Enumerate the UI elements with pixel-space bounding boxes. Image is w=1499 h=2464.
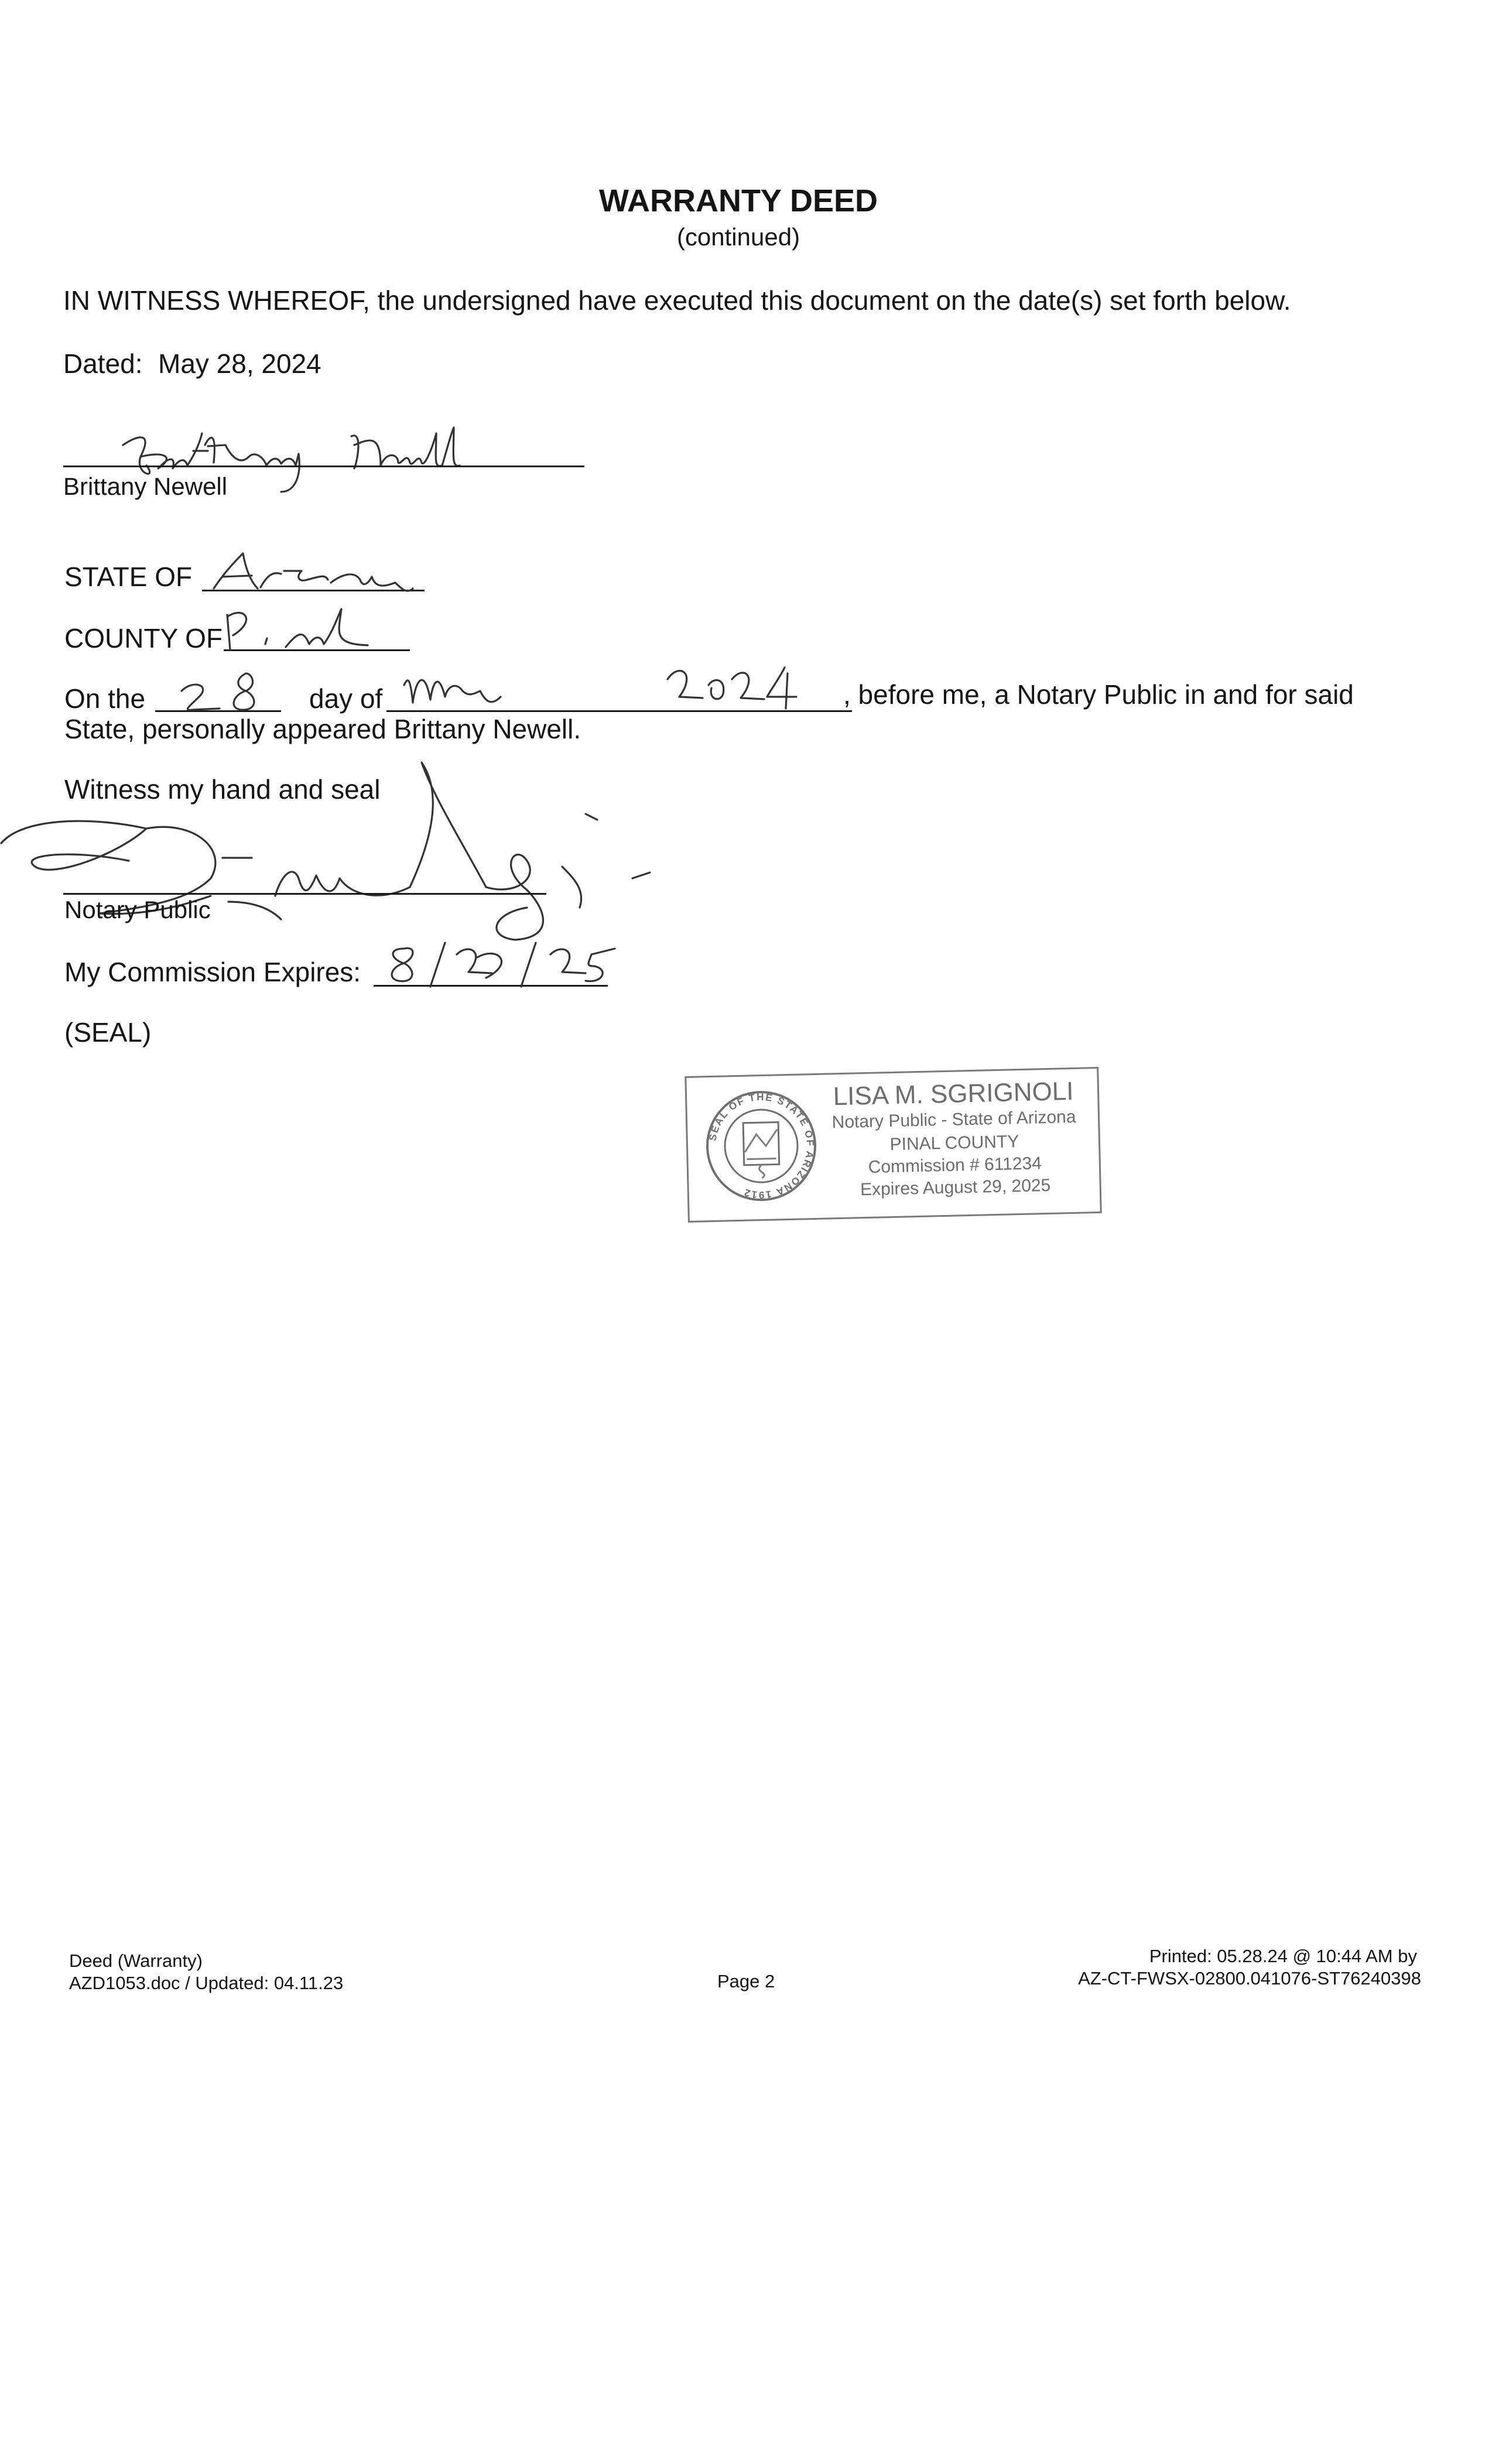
commission-expires-label: My Commission Expires: <box>64 957 361 987</box>
before-me-text: , before me, a Notary Public in and for said <box>843 679 1354 710</box>
dated-value: May 28, 2024 <box>158 348 321 379</box>
notary-stamp-county: PINAL COUNTY <box>889 1132 1019 1155</box>
notary-public-label: Notary Public <box>64 896 211 923</box>
notary-stamp-name: LISA M. SGRIGNOLI <box>833 1076 1074 1111</box>
state-seal-icon <box>701 1086 821 1206</box>
state-handwriting <box>202 547 448 600</box>
witness-hand-text: Witness my hand and seal <box>64 774 381 805</box>
notary-stamp-expires: Expires August 29, 2025 <box>860 1175 1051 1200</box>
footer-doc-type: Deed (Warranty) <box>69 1950 203 1971</box>
month-handwriting <box>398 656 574 720</box>
state-of-label: STATE OF <box>64 562 193 592</box>
signer-signature-line <box>63 466 584 467</box>
notary-signature-line <box>63 893 546 895</box>
footer-doc-ref: AZD1053.doc / Updated: 04.11.23 <box>69 1973 344 1993</box>
witness-clause: IN WITNESS WHEREOF, the undersigned have executed this document on the date(s) set forth below. <box>63 285 1291 316</box>
svg-text:SEAL OF THE STATE OF ARIZONA 1: SEAL OF THE STATE OF ARIZONA 1912 <box>707 1091 816 1201</box>
document-title: WARRANTY DEED <box>598 183 878 218</box>
footer-page-number: Page 2 <box>717 1971 775 1991</box>
dated-label: Dated: <box>63 348 143 379</box>
notary-stamp <box>685 1067 1100 1221</box>
seal-label: (SEAL) <box>64 1017 152 1048</box>
notary-stamp-commission: Commission # 611234 <box>868 1154 1042 1177</box>
day-of-label: day of <box>309 683 383 714</box>
footer-order-ref: AZ-CT-FWSX-02800.041076-ST76240398 <box>1078 1968 1421 1989</box>
signer-name: Brittany Newell <box>63 473 228 500</box>
notary-stamp-title: Notary Public - State of Arizona <box>831 1107 1076 1132</box>
year-handwriting <box>662 656 814 720</box>
appeared-text: State, personally appeared Brittany Newell. <box>64 714 581 744</box>
county-handwriting <box>221 603 397 656</box>
expiry-handwriting <box>375 937 627 995</box>
county-of-label: COUNTY OF <box>64 623 223 653</box>
on-the-label: On the <box>64 683 146 714</box>
footer-printed: Printed: 05.28.24 @ 10:44 AM by <box>1149 1946 1417 1966</box>
document-subtitle: (continued) <box>676 223 800 251</box>
day-handwriting <box>158 668 281 720</box>
